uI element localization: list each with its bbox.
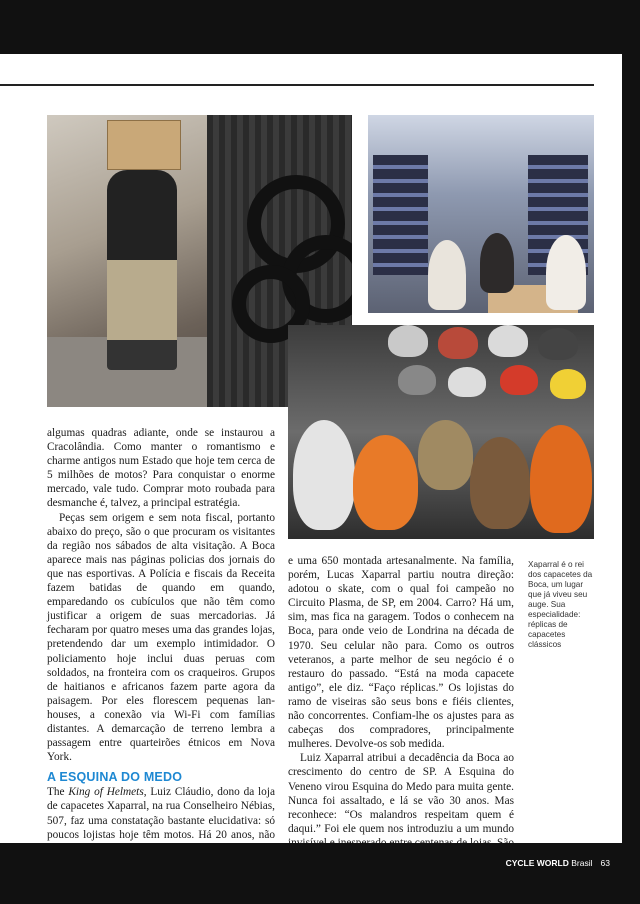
helmet [398,365,436,395]
helmet [550,369,586,399]
helmet [488,325,528,357]
page-number: 63 [600,858,610,868]
header-rule [0,84,594,86]
edition: Brasil [571,858,593,868]
man-in-helmet [418,420,473,490]
emphasis: King of Helmets [68,786,144,799]
photo-helmet-wall [288,325,594,539]
bottom-black-band [0,843,640,904]
helmet [293,420,355,530]
right-edge-strip [622,54,640,843]
helmet [530,425,592,533]
paragraph: e uma 650 montada artesanalmente. Na família, porém, Lucas Xaparral partiu noutra direção: adotou o skate, com o qual foi campeão no Circuito Plasma, de SP, em 2004. Carro? Há um, sim, mas fica na garagem. Todos o conhecem na Boca, para onde veio de Londrina na década de 1970. Seu celular não para. Como os outros veteranos, a parte melhor de seu negócio é o restauro do passado. “Está na moda capacete antigo”, ele diz. “Faço réplicas.” Os lojistas do ramo de viseiras são seus bons e fiéis clientes, não concorrentes. Confiam-lhe os ajustes para as cabeças dos compradores, principalmente mulheres. Devolve-os sob medida. [288,555,514,751]
person [546,235,586,310]
photo-caption: Xaparral é o rei dos capacetes da Boca, um lugar que já viveu seu auge. Sua especialidade: réplicas de capacetes clássicos [528,560,593,649]
helmet [470,437,530,529]
person [480,233,514,293]
helmet [353,435,418,530]
helmet [448,367,486,397]
photo-shop-interior [368,115,594,313]
cardboard-box [107,120,181,170]
display-shelf [373,155,428,275]
man-carrying-box [107,170,177,370]
article-column-1 [47,426,275,898]
page-folio [500,858,610,868]
helmet [538,328,578,360]
article-column-2 [288,554,514,878]
top-black-band [0,0,640,54]
paragraph: algumas quadras adiante, onde se instaurou a Cracolândia. Como manter o romantismo e charme antigos num Estado que hoje tem cerca de 5 milhões de motos? Para conquistar o enorme mercado, vale tudo. Comprar moto roubada para desmanche é, talvez, a principal estratégia. [47,427,275,510]
section-subhead: A ESQUINA DO MEDO [47,770,183,785]
helmet [388,325,428,357]
helmet [438,327,478,359]
magazine-name: CYCLE WORLD [505,858,569,868]
helmet [500,365,538,395]
person [428,240,466,310]
paragraph: The King of Helmets, Luiz Cláudio, dono da loja de capacetes Xaparral, na rua Conselheiro Nébias, 507, faz uma constatação bastante elucidativa: só poucos lojistas hoje têm motos. Há 20 anos, não [47,786,275,841]
paragraph: Peças sem origem e sem nota fiscal, portanto abaixo do preço, são o que procuram os visitantes da região nos sábados de alta visitação. A Boca aparece mais nas páginas policias dos jornais do que nas esportivas. A Polícia e fiscais da Receita fazem batidas de quando em quando, emparedando os cubículos que não têm como justificar a origem de suas mercadorias. Já fecharam por quatro meses uma das grandes lojas, pretendendo dar um exemplo intimidador. O policiamento hoje inclui duas peruas com soldados, na fronteira com os craqueiros. Grupos de haitianos e africanos fazem parte agora da paisagem. Por eles florescem pequenas lan-houses, a conexão via Wi-Fi com famílias distantes. A demarcação de terreno lembra a passagem entre quarteirões étnicos em Nova York. [47,511,275,764]
paragraph: Luiz Xaparral atribui a decadência da Boca ao crescimento do centro de SP. A Esquina do Veneno virou Esquina do Medo para muita gente. Nunca foi assaltado, e lá se vão 30 anos. Mas reconhece: “Os malandros respeitam quem é daqui.” Foi ele quem nos introduziu a um mundo [288,752,514,835]
